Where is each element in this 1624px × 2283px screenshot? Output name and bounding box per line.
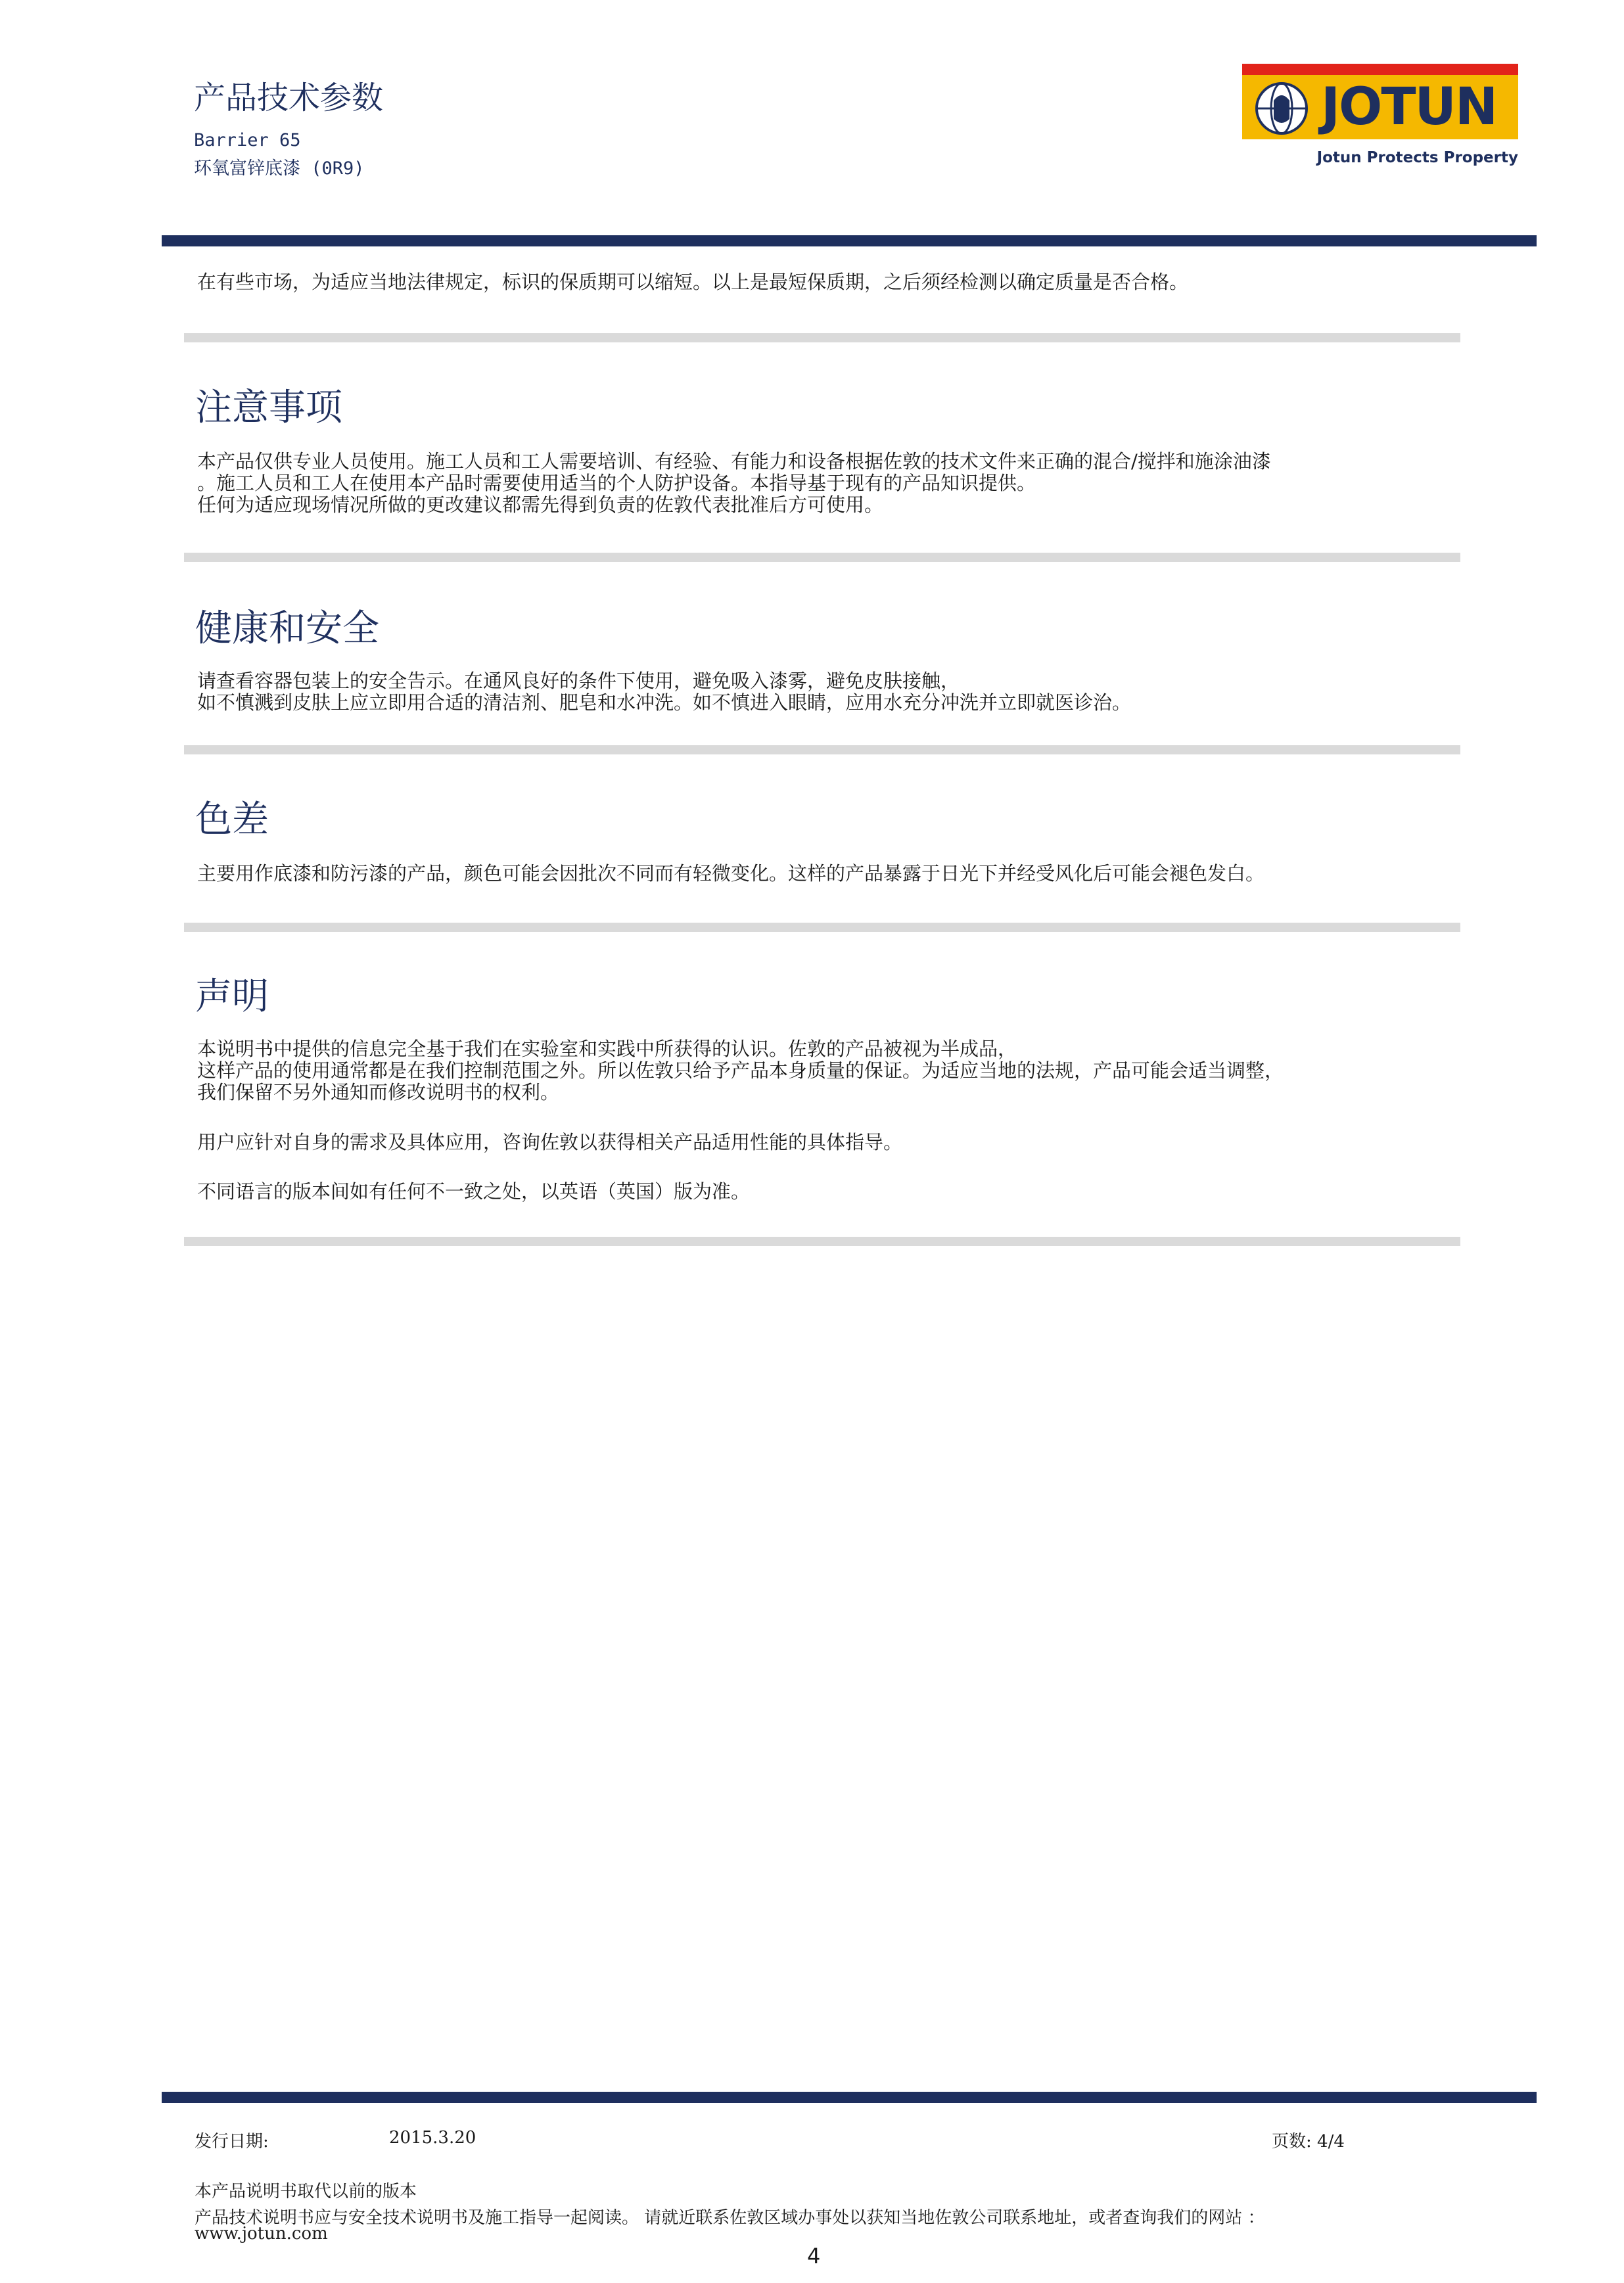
section-title-health-safety: 健康和安全 — [195, 607, 379, 650]
website-link[interactable]: www.jotun.com — [195, 2224, 328, 2244]
logo-wordmark: JOTUN — [1321, 78, 1497, 137]
jotun-logo — [1242, 64, 1518, 175]
disclaimer-guidance: 用户应针对自身的需求及具体应用，咨询佐敦以获得相关产品适用性能的具体指导。 — [197, 1131, 903, 1153]
issue-date: 2015.3.20 — [389, 2128, 476, 2148]
precautions-line-3: 任何为适应现场情况所做的更改建议都需先得到负责的佐敦代表批准后方可使用。 — [197, 494, 884, 516]
product-type: 环氧富锌底漆 (0R9) — [194, 158, 365, 179]
issue-date-label: 发行日期: — [195, 2132, 269, 2152]
section-title-color-variation: 色差 — [195, 798, 269, 841]
health-safety-line-2: 如不慎溅到皮肤上应立即用合适的清洁剂、肥皂和水冲洗。如不慎进入眼睛，应用水充分冲洗并立即就医诊治。 — [197, 691, 1132, 714]
product-name: Barrier 65 — [194, 130, 301, 150]
read-with-note: 产品技术说明书应与安全技术说明书及施工指导一起阅读。 请就近联系佐敦区域办事处以获知当地佐敦公司联系地址，或者查询我们的网站 ： — [195, 2208, 1265, 2228]
page-number: 4 — [807, 2244, 821, 2269]
document-title: 产品技术参数 — [194, 80, 384, 116]
section-separator — [184, 333, 1460, 342]
disclaimer-line-2: 这样产品的使用通常都是在我们控制范围之外。所以佐敦只给予产品本身质量的保证。为适应当地的法规，产品可能会适当调整， — [197, 1059, 1284, 1082]
section-separator — [184, 745, 1460, 754]
disclaimer-line-1: 本说明书中提供的信息完全基于我们在实验室和实践中所获得的认识。佐敦的产品被视为半成品， — [197, 1038, 1017, 1060]
shelf-life-note: 在有些市场，为适应当地法律规定，标识的保质期可以缩短。以上是最短保质期，之后须经检测以确定质量是否合格。 — [197, 271, 1189, 293]
disclaimer-line-3: 我们保留不另外通知而修改说明书的权利。 — [197, 1081, 560, 1103]
health-safety-line-1: 请查看容器包装上的安全告示。在通风良好的条件下使用，避免吸入漆雾，避免皮肤接触， — [197, 670, 960, 692]
header-divider — [162, 235, 1537, 246]
color-variation-line-1: 主要用作底漆和防污漆的产品，颜色可能会因批次不同而有轻微变化。这样的产品暴露于日光下并经受风化后可能会褪色发白。 — [197, 862, 1265, 885]
disclaimer-language: 不同语言的版本间如有任何不一致之处，以英语（英国）版为准。 — [197, 1180, 751, 1203]
logo-red-band — [1242, 64, 1518, 75]
page-count: 页数: 4/4 — [1272, 2132, 1345, 2152]
globe-icon — [1254, 81, 1309, 136]
section-title-disclaimer: 声明 — [195, 975, 269, 1018]
logo-tagline: Jotun Protects Property — [1316, 149, 1518, 166]
section-separator — [184, 553, 1460, 562]
section-separator — [184, 1237, 1460, 1246]
precautions-line-2: 。施工人员和工人在使用本产品时需要使用适当的个人防护设备。本指导基于现有的产品知识提供。 — [197, 472, 1036, 494]
section-title-precautions: 注意事项 — [195, 386, 342, 429]
precautions-line-1: 本产品仅供专业人员使用。施工人员和工人需要培训、有经验、有能力和设备根据佐敦的技术文件来正确的混合/搅拌和施涂油漆 — [197, 450, 1271, 473]
section-separator — [184, 923, 1460, 932]
supersedes-note: 本产品说明书取代以前的版本 — [195, 2182, 417, 2202]
footer-divider — [162, 2092, 1537, 2103]
